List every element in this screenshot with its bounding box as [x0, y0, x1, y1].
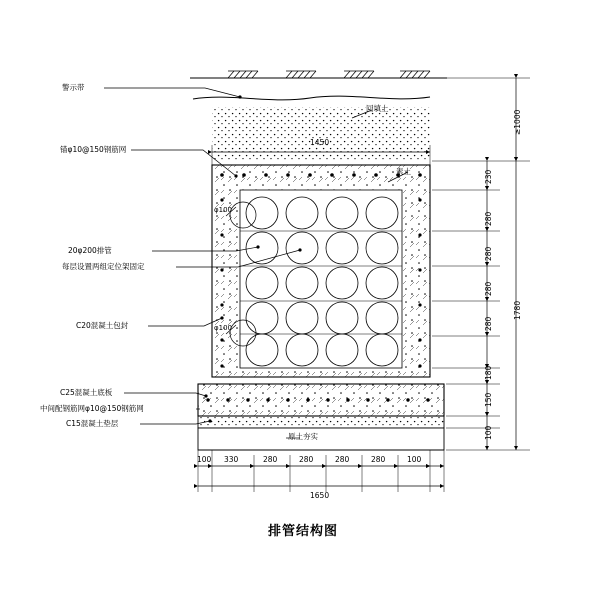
- drawing-title: 排管结构图: [268, 524, 339, 539]
- label-pipe-dia-bottom: φ100: [214, 324, 232, 332]
- dim-chain-2: 280: [263, 455, 278, 464]
- dim-right-5: 180: [484, 365, 493, 380]
- dim-right-0: 230: [484, 169, 493, 184]
- label-base-slab: C25混凝土底板: [60, 388, 113, 397]
- label-backfill: 回填土: [366, 104, 389, 113]
- label-warning-tape: 警示带: [62, 83, 85, 92]
- label-plain-soil: 素土: [396, 167, 411, 176]
- dim-chain-3: 280: [299, 455, 314, 464]
- dim-right-4: 280: [484, 316, 493, 331]
- dim-chain-4: 280: [335, 455, 350, 464]
- label-concrete-encasement: C20混凝土包封: [76, 321, 129, 330]
- label-compacted-soil: 原土夯实: [288, 432, 318, 441]
- label-rebar-mesh-top: 锚φ10@150钢筋网: [60, 145, 127, 154]
- label-cushion: C15混凝土垫层: [66, 419, 119, 428]
- dim-right-1: 280: [484, 211, 493, 226]
- dim-right-7: 100: [484, 425, 493, 440]
- dim-right-3: 280: [484, 281, 493, 296]
- dim-right-total: 1780: [513, 300, 522, 320]
- label-pipe-dia-top: φ100: [214, 206, 232, 214]
- dim-chain-0: 100: [197, 455, 212, 464]
- label-pipe-spec: 20φ200排管: [68, 246, 112, 255]
- dim-right-2: 280: [484, 246, 493, 261]
- dim-chain-1: 330: [224, 455, 239, 464]
- label-pipe-fix-note: 每层设置两组定位架固定: [62, 262, 145, 271]
- dim-chain-6: 100: [407, 455, 422, 464]
- label-middle-rebar: 中间配钢筋网φ10@150钢筋网: [40, 404, 144, 413]
- dim-chain-5: 280: [371, 455, 386, 464]
- dimension-bottom-total: 1650: [310, 491, 330, 500]
- dim-depth: ≥1000: [513, 109, 522, 135]
- dimension-top: 1450: [310, 138, 330, 147]
- dim-right-6: 150: [484, 392, 493, 407]
